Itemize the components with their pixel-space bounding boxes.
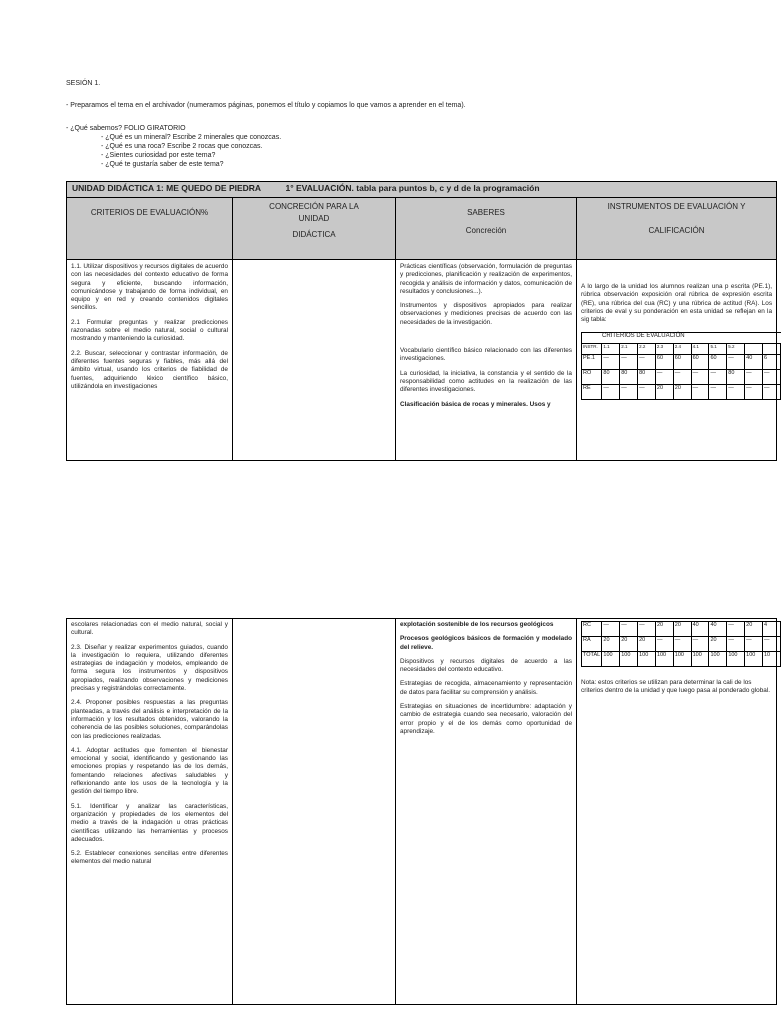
- criterion-5-1: 5.1. Identificar y analizar las características, organización y propiedades de los elementos del medio a través de la indagación u otras prácticas científicas utilizando las herramientas y procesos adecuados.: [71, 802, 228, 843]
- saber-6: Dispositivos y recursos digitales de acuerdo a las necesidades del contexto educativo.: [400, 657, 572, 674]
- saber-5: Clasificación básica de rocas y minerales. Usos y: [400, 400, 551, 408]
- saber-8: Estrategias en situaciones de incertidumbre: adaptación y cambio de estrategia cuando sea necesario, valoración del error propio y el de los demás como oportunidad de aprendizaje.: [400, 703, 572, 735]
- instrumentos-cell: [577, 260, 777, 461]
- mini-criteria-table: CRITERIOS DE EVALUACIÓN INSTR. 1.1 2.1 2.2 2.3 2.4 4.1 5.1 5.2 PE.1 — — — 60 60 60 60 — 40 6 RO 80 80 80 — — — — 80 — — RE — — — 20 20 — — — — —: [581, 332, 781, 400]
- mini-row-re: RE — — — 20 20 — — — — —: [582, 385, 781, 400]
- session-label: SESIÓN 1.: [66, 80, 101, 87]
- criterion-2-3: 2.3. Diseñar y realizar experimentos guiados, cuando la investigación lo requiera, utilizando diferentes estrategias de indagación y modelos, empleando de forma segura los instrumentos y dispositivos apropiados, realizando observaciones y mediciones precisas y registrándolas correctamente.: [71, 643, 228, 693]
- intro-section: [66, 79, 746, 169]
- header-saberes: SABERES Concreción: [396, 198, 577, 260]
- saber-3: Vocabulario científico básico relacionado con las diferentes investigaciones.: [400, 347, 572, 363]
- question-1: - ¿Qué es un mineral? Escribe 2 minerales que conozcas.: [101, 134, 282, 141]
- question-2: - ¿Qué es una roca? Escribe 2 rocas que conozcas.: [101, 143, 263, 150]
- header-instrumentos: INSTRUMENTOS DE EVALUACIÓN Y CALIFICACIÓN: [577, 198, 777, 260]
- concrecion-cell: [233, 260, 396, 461]
- criteria-cell: [67, 260, 233, 461]
- mini-row-rc: RC — — — 20 20 40 40 — 20 4: [582, 622, 781, 637]
- header-criteria: CRITERIOS DE EVALUACIÓN%: [67, 198, 233, 260]
- mini-row-ra: RA 20 20 20 — — — 20 — — —: [582, 637, 781, 652]
- saber-bold-2: Procesos geológicos básicos de formación y modelado del relieve.: [400, 635, 572, 651]
- know-text: - ¿Qué sabemos? FOLIO GIRATORIO: [66, 125, 186, 132]
- mini-row-pe1: PE.1 — — — 60 60 60 60 — 40 6: [582, 355, 781, 370]
- saber-1: Prácticas científicas (observación, formulación de preguntas y predicciones, planificación y realización de experimentos, recogida y análisis de información y datos, comunicación de resultados y conclusiones...).: [400, 263, 572, 295]
- note-text: Nota: estos criterios se utilizan para determinar la cali de los criterios dentro de la unidad y que luego pasa al ponderado global.: [581, 679, 771, 695]
- criterion-2-2-cont: escolares relacionadas con el medio natural, social y cultural.: [71, 621, 228, 637]
- saberes-cell-continued: [396, 619, 577, 1005]
- prep-text: - Preparamos el tema en el archivador (numeramos páginas, ponemos el título y copiamos lo que vamos a aprender en el tema).: [66, 102, 466, 109]
- unit-table: [66, 181, 777, 461]
- unit-table-continued: [66, 618, 777, 1005]
- saber-7: Estrategias de recogida, almacenamiento y representación de datos para facilitar su comprensión y análisis.: [400, 680, 572, 696]
- criteria-cell-continued: [67, 619, 233, 1005]
- criterion-1-1: 1.1. Utilizar dispositivos y recursos digitales de acuerdo con las necesidades del contexto educativo de forma segura y eficiente, buscando información, comunicándose y trabajando de forma individual, en equipo y en red y creando contenidos digitales sencillos.: [71, 263, 228, 312]
- mini-row-total: TOTAL 100 100 100 100 100 100 100 100 100 10: [582, 652, 781, 667]
- concrecion-cell-continued: [233, 619, 396, 1005]
- criterion-2-2: 2.2. Buscar, seleccionar y contrastar información, de diferentes fuentes seguras y fiables, más allá del ámbito virtual, usando los criterios de fiabilidad de fuentes, adquiriendo léxico científico básico, utilizándola en investigaciones: [71, 349, 228, 390]
- criterion-2-1: 2.1 Formular preguntas y realizar predicciones razonadas sobre el medio natural, social o cultural mostrando y manteniendo la curiosidad.: [71, 318, 228, 343]
- saber-2: Instrumentos y dispositivos apropiados para realizar observaciones y mediciones precisas de acuerdo con las necesidades de la investigación.: [400, 302, 572, 326]
- mini-row-ro: RO 80 80 80 — — — — 80 — —: [582, 370, 781, 385]
- criterion-2-4: 2.4. Proponer posibles respuestas a las preguntas planteadas, a través del análisis e interpretación de la información y los resultados obtenidos, valorando la coherencia de las posibles soluciones, comparándolas con las predicciones realizadas.: [71, 699, 228, 740]
- question-3: - ¿Sientes curiosidad por este tema?: [101, 152, 216, 159]
- mini-criteria-table-continued: [581, 621, 781, 667]
- instrumentos-cell-continued: [577, 619, 777, 1005]
- saberes-cell: [396, 260, 577, 461]
- criterion-4-1: 4.1. Adoptar actitudes que fomenten el bienestar emocional y social, identificando y gestionando las emociones propias y respetando las de los demás, fomentando relaciones afectivas saludables y reflexionando ante los usos de la tecnología y la gestión del tiempo libre.: [71, 746, 228, 796]
- header-concrecion: CONCRECIÓN PARA LA UNIDAD DIDÁCTICA: [233, 198, 396, 260]
- eval-title: 1° EVALUACIÓN. tabla para puntos b, c y d de la programación: [285, 183, 540, 193]
- unit-title: UNIDAD DIDÁCTICA 1: ME QUEDO DE PIEDRA: [72, 183, 261, 193]
- question-4: - ¿Qué te gustaría saber de este tema?: [101, 161, 224, 168]
- instr-text: A lo largo de la unidad los alumnos realizan una p escrita (PE.1), rúbrica observación exposición oral rúbrica de expresión escrita (RE), una rúbrica del cua (RC) y una rúbrica de actitud (RA). Los criterios de eval y su ponderación en esta unidad se reflejan en la sig tabla:: [581, 283, 773, 324]
- mini-title: CRITERIOS DE EVALUACIÓN: [582, 333, 781, 344]
- saber-bold-1: explotación sostenible de los recursos geológicos: [400, 621, 554, 628]
- saber-4: La curiosidad, la iniciativa, la constancia y el sentido de la responsabilidad como actitudes en la realización de las diferentes investigaciones.: [400, 369, 572, 394]
- criterion-5-2: 5.2. Establecer conexiones sencillas entre diferentes elementos del medio natural: [71, 850, 228, 866]
- table-title: [67, 182, 777, 198]
